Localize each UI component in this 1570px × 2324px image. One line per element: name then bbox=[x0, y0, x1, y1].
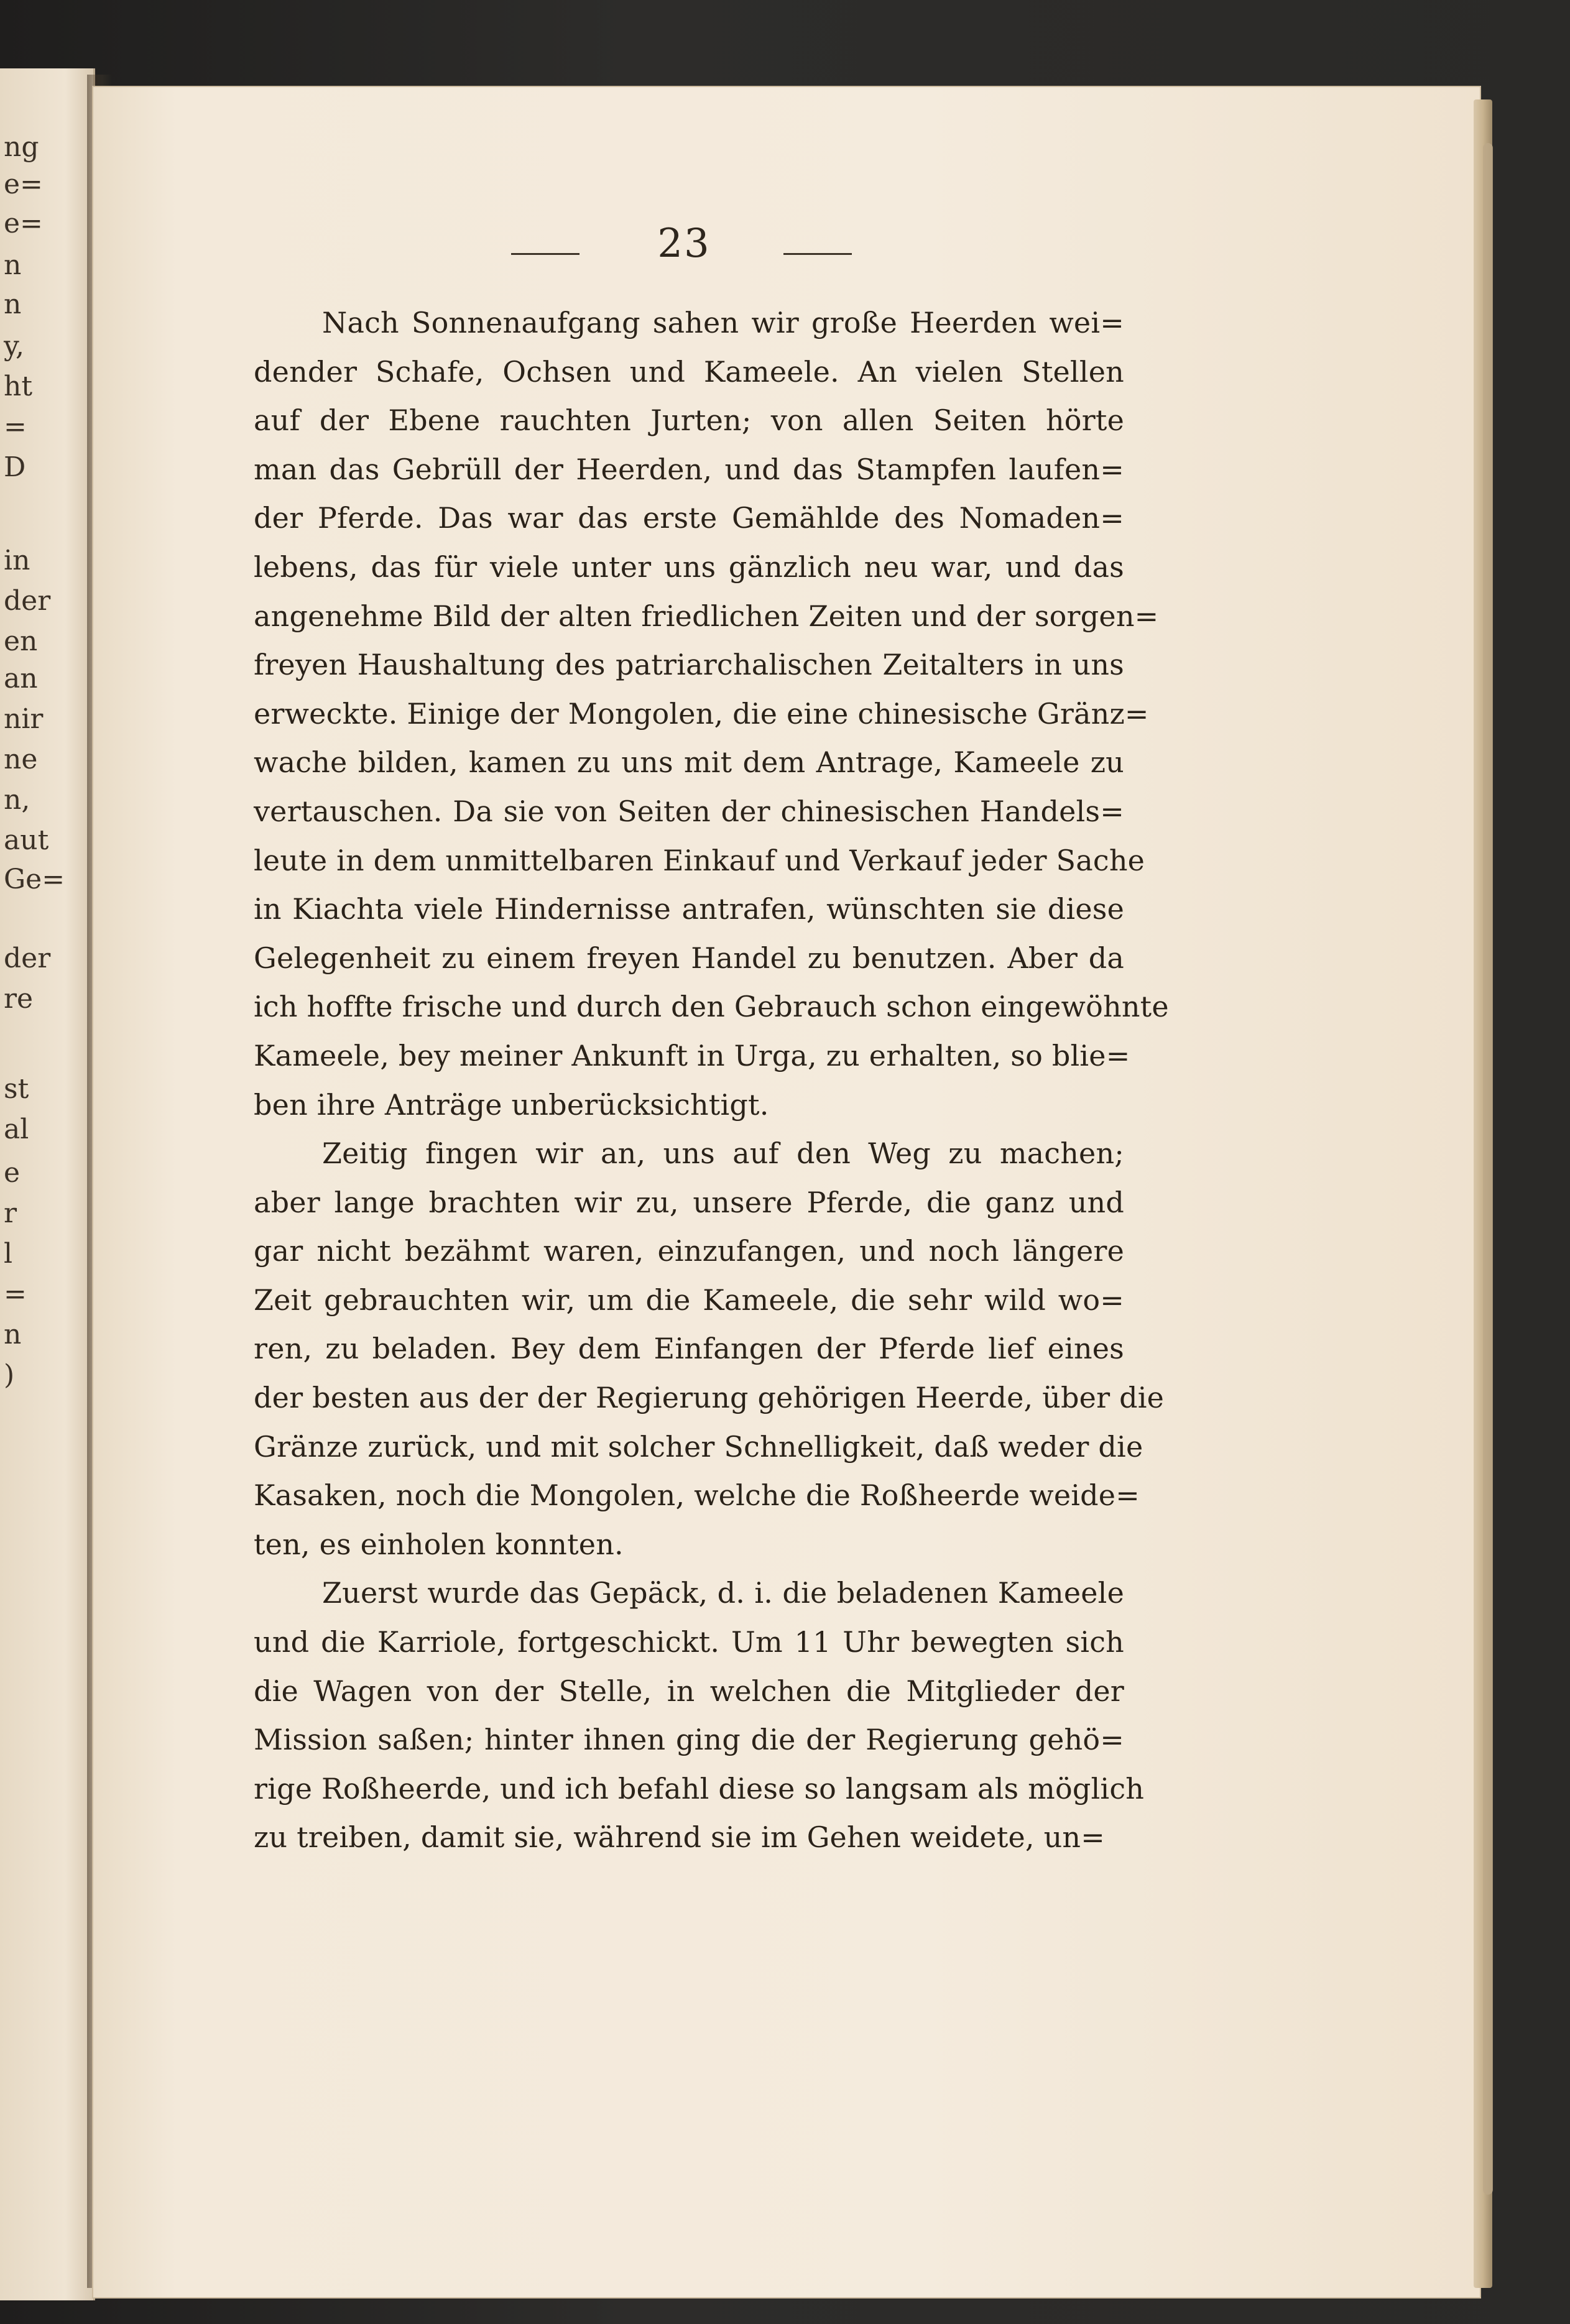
text-line: lebens, das für viele unter uns gänzlich neu war, und das bbox=[254, 550, 1124, 584]
text-line: ren, zu beladen. Bey dem Einfangen der Pferde lief eines bbox=[254, 1332, 1124, 1366]
text-line: der besten aus der der Regierung gehörigen Heerde, über die bbox=[254, 1381, 1165, 1415]
text-line: aber lange brachten wir zu, unsere Pferde, die ganz und bbox=[254, 1185, 1124, 1219]
left-page-fragment: Ge= bbox=[4, 864, 65, 895]
left-page-fragment: n bbox=[4, 1319, 22, 1350]
left-page-fragment: r bbox=[4, 1197, 17, 1229]
left-page-fragment: der bbox=[4, 943, 51, 974]
left-page-fragment: re bbox=[4, 983, 34, 1015]
left-page-fragment: ht bbox=[4, 371, 33, 402]
text-line: Zuerst wurde das Gepäck, d. i. die beladenen Kameele bbox=[322, 1576, 1124, 1610]
text-line: Zeit gebrauchten wir, um die Kameele, die sehr wild wo= bbox=[254, 1283, 1124, 1317]
text-line: und die Karriole, fortgeschickt. Um 11 Uhr bewegten sich bbox=[254, 1625, 1124, 1659]
left-page-fragment: n bbox=[4, 249, 22, 281]
left-page-fragment: aut bbox=[4, 824, 49, 856]
body-text bbox=[254, 298, 1169, 1862]
left-page-fragment: nir bbox=[4, 703, 44, 735]
left-page-fragment: l bbox=[4, 1238, 13, 1270]
left-page-fragment: e= bbox=[4, 208, 43, 239]
text-line: ten, es einholen konnten. bbox=[254, 1527, 624, 1561]
header-rule-right bbox=[783, 253, 852, 255]
left-page-fragment: D bbox=[4, 451, 26, 483]
text-line: ben ihre Anträge unberücksichtigt. bbox=[254, 1087, 769, 1122]
text-line: dender Schafe, Ochsen und Kameele. An vielen Stellen bbox=[254, 354, 1124, 389]
page-number: 23 bbox=[657, 221, 711, 267]
text-line: rige Roßheerde, und ich befahl diese so langsam als möglich bbox=[254, 1771, 1145, 1805]
text-line: ich hoffte frische und durch den Gebrauch schon eingewöhnte bbox=[254, 990, 1169, 1024]
page-header bbox=[497, 221, 870, 277]
left-page-fragment: der bbox=[4, 585, 51, 617]
left-page-fragment: = bbox=[4, 411, 27, 443]
left-page-fragment: st bbox=[4, 1073, 29, 1105]
text-line: erweckte. Einige der Mongolen, die eine chinesische Gränz= bbox=[254, 696, 1149, 731]
text-line: Mission saßen; hinter ihnen ging die der Regierung gehö= bbox=[254, 1723, 1124, 1757]
left-page-fragment: ne bbox=[4, 744, 38, 775]
text-line: Nach Sonnenaufgang sahen wir große Heerden wei= bbox=[322, 306, 1124, 339]
left-page-fragment: e= bbox=[4, 168, 43, 200]
left-page-fragment: n, bbox=[4, 784, 30, 816]
text-line: Kameele, bey meiner Ankunft in Urga, zu erhalten, so blie= bbox=[254, 1038, 1130, 1072]
left-page-fragment: ) bbox=[4, 1359, 15, 1391]
left-page-fragment: en bbox=[4, 625, 38, 657]
left-page-fragment: = bbox=[4, 1278, 27, 1310]
left-page-fragment: n bbox=[4, 288, 22, 320]
text-line: wache bilden, kamen zu uns mit dem Antrage, Kameele zu bbox=[254, 745, 1124, 780]
text-line: der Pferde. Das war das erste Gemählde des Nomaden= bbox=[254, 501, 1124, 535]
text-line: Zeitig fingen wir an, uns auf den Weg zu machen; bbox=[322, 1137, 1124, 1171]
left-page-fragment: an bbox=[4, 663, 38, 694]
page-frayed-edge-inner bbox=[1483, 143, 1493, 2195]
text-line: auf der Ebene rauchten Jurten; von allen Seiten hörte bbox=[254, 403, 1124, 438]
left-page-fragment: y, bbox=[4, 330, 24, 362]
left-page-fragment: in bbox=[4, 545, 30, 576]
text-line: angenehme Bild der alten friedlichen Zeiten und der sorgen= bbox=[254, 599, 1159, 633]
text-line: Gelegenheit zu einem freyen Handel zu benutzen. Aber da bbox=[254, 941, 1124, 975]
text-line: Gränze zurück, und mit solcher Schnelligkeit, daß weder die bbox=[254, 1429, 1143, 1464]
text-line: gar nicht bezähmt waren, einzufangen, und noch längere bbox=[254, 1234, 1124, 1268]
text-line: Kasaken, noch die Mongolen, welche die Roßheerde weide= bbox=[254, 1478, 1140, 1513]
text-line: zu treiben, damit sie, während sie im Gehen weidete, un= bbox=[254, 1820, 1105, 1855]
text-line: man das Gebrüll der Heerden, und das Stampfen laufen= bbox=[254, 452, 1124, 486]
left-page-fragment: al bbox=[4, 1114, 29, 1145]
text-line: in Kiachta viele Hindernisse antrafen, wünschten sie diese bbox=[254, 892, 1124, 926]
left-page-fragment: e bbox=[4, 1157, 21, 1189]
text-line: leute in dem unmittelbaren Einkauf und Verkauf jeder Sache bbox=[254, 843, 1145, 877]
text-line: freyen Haushaltung des patriarchalischen Zeitalters in uns bbox=[254, 648, 1124, 682]
header-rule-left bbox=[511, 253, 580, 255]
text-line: die Wagen von der Stelle, in welchen die Mitglieder der bbox=[254, 1674, 1124, 1708]
left-page-edge bbox=[0, 68, 95, 2300]
text-line: vertauschen. Da sie von Seiten der chinesischen Handels= bbox=[254, 794, 1124, 828]
left-page-fragment: ng bbox=[4, 131, 39, 163]
